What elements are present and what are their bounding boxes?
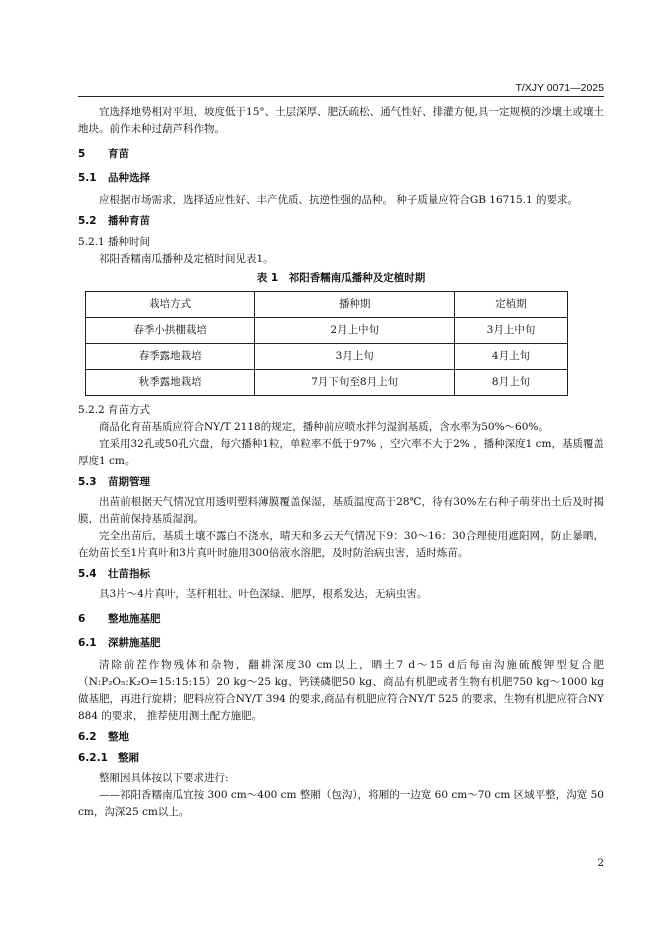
table-header-row [86, 292, 568, 318]
section-title: 整厢 [118, 752, 139, 764]
section-title: 苗期管理 [108, 476, 150, 488]
section-6-2-1-paragraph-2: ——祁阳香糯南瓜宜按 300 cm～400 cm 整厢（包沟），将厢的一边宽 60 cm～70 cm 区域平整，沟宽 50 cm，沟深25 cm以上。 [78, 789, 604, 818]
document-body [78, 104, 604, 821]
table-cell: 8月上旬 [455, 370, 568, 396]
section-5-2-2-paragraph-2: 宜采用32孔或50孔穴盘，每穴播种1粒，单粒率不低于97% ，空穴率不大于2% ，播种深度1 cm，基质覆盖厚度1 cm。 [78, 438, 604, 467]
page-number: 2 [597, 857, 604, 869]
section-6-2-heading [78, 729, 604, 746]
table-cell: 春季小拱棚栽培 [86, 318, 255, 344]
section-5-3-paragraph-1: 出苗前根据天气情况宜用透明塑料薄膜覆盖保湿，基质温度高于28℃，待有30%左右种子萌芽出土后及时揭膜，出苗前保持基质湿润。 [78, 496, 604, 525]
section-5-1-paragraph: 应根据市场需求，选择适应性好、丰产优质、抗逆性强的品种。 种子质量应符合GB 16715.1 的要求。 [99, 194, 579, 206]
section-number: 6 [78, 613, 86, 625]
section-number: 6.2.1 [78, 752, 108, 764]
section-6-1-paragraph: 清除前茬作物残体和杂物，翻耕深度30 cm以上，晒土7 d～15 d后每亩沟施硫酸钾型复合肥（N:P₂O₅:K₂O=15:15:15）20 kg～25 kg、钙镁磷肥50 kg、商品有机肥或者生物有机肥750 kg～1000 kg做基肥，再进行旋耕；肥料应符合NY/T 394 的要求,商品有机肥应符合NY/T 525 的要求，生物有机肥应符合NY 884 的要求， 推荐使用测土配方施肥。 [78, 659, 604, 722]
table-row [86, 370, 568, 396]
table-cell: 4月上旬 [455, 344, 568, 370]
section-number: 5.2 [78, 215, 97, 227]
section-5-4-paragraph: 具3片～4片真叶，茎杆粗壮、叶色深绿、肥厚，根系发达，无病虫害。 [99, 588, 428, 600]
section-5-3-paragraph-2: 完全出苗后，基质土壤不露白不浇水，晴天和多云天气情况下9：30～16：30合理使用遮阳网，防止暴晒，在幼苗长至1片真叶和3片真叶时施用300倍液水溶肥，及时防治病虫害，适时炼苗。 [78, 530, 604, 559]
section-number: 5.3 [78, 476, 97, 488]
table-cell: 7月下旬至8月上旬 [255, 370, 455, 396]
section-5-1-heading [78, 170, 604, 187]
table-header-cell: 播种期 [255, 292, 455, 318]
section-title: 育苗 [108, 148, 129, 160]
table-cell: 3月上旬 [255, 344, 455, 370]
header-rule [78, 96, 604, 97]
schedule-table [85, 291, 568, 396]
section-title: 壮苗指标 [108, 568, 150, 580]
section-number: 5.1 [78, 172, 97, 184]
section-6-1-heading [78, 635, 604, 652]
section-5-4-heading [78, 566, 604, 583]
table-cell: 3月上中旬 [455, 318, 568, 344]
section-title: 整地 [108, 731, 129, 743]
section-5-heading [78, 146, 604, 163]
section-5-2-2-paragraph-1: 商品化育苗基质应符合NY/T 2118的规定，播种前应喷水拌匀湿润基质，含水率为50%～60%。 [99, 421, 549, 433]
section-5-3-heading [78, 474, 604, 491]
document-code: T/XJY 0071—2025 [515, 82, 604, 94]
table-title: 表 1 祁阳香糯南瓜播种及定植时期 [256, 272, 426, 284]
table-cell: 春季露地栽培 [86, 344, 255, 370]
table-cell: 秋季露地栽培 [86, 370, 255, 396]
section-5-2-1-paragraph: 祁阳香糯南瓜播种及定植时间见表1。 [99, 253, 274, 265]
section-number: 5.4 [78, 568, 97, 580]
section-number: 6.1 [78, 637, 97, 649]
section-title: 品种选择 [108, 172, 150, 184]
section-number: 6.2 [78, 731, 97, 743]
table-row [86, 344, 568, 370]
section-title: 整地施基肥 [108, 613, 161, 625]
table-row [86, 318, 568, 344]
section-6-2-1-heading [78, 750, 604, 767]
intro-paragraph: 宜选择地势相对平坦，坡度低于15°、土层深厚、肥沃疏松、通气性好、排灌方便,具一定规模的沙壤土或壤土地块。前作未种过葫芦科作物。 [78, 106, 604, 135]
section-5-2-1-heading: 5.2.1 播种时间 [78, 236, 151, 248]
table-cell: 2月上中旬 [255, 318, 455, 344]
table-header-cell: 栽培方式 [86, 292, 255, 318]
section-5-2-heading [78, 213, 604, 230]
section-number: 5 [78, 148, 86, 160]
section-6-2-1-paragraph-1: 整厢因具体按以下要求进行: [99, 772, 229, 784]
section-6-heading [78, 611, 604, 628]
section-5-2-2-heading: 5.2.2 育苗方式 [78, 404, 151, 416]
section-title: 深耕施基肥 [108, 637, 161, 649]
section-title: 播种育苗 [108, 215, 150, 227]
table-header-cell: 定植期 [455, 292, 568, 318]
